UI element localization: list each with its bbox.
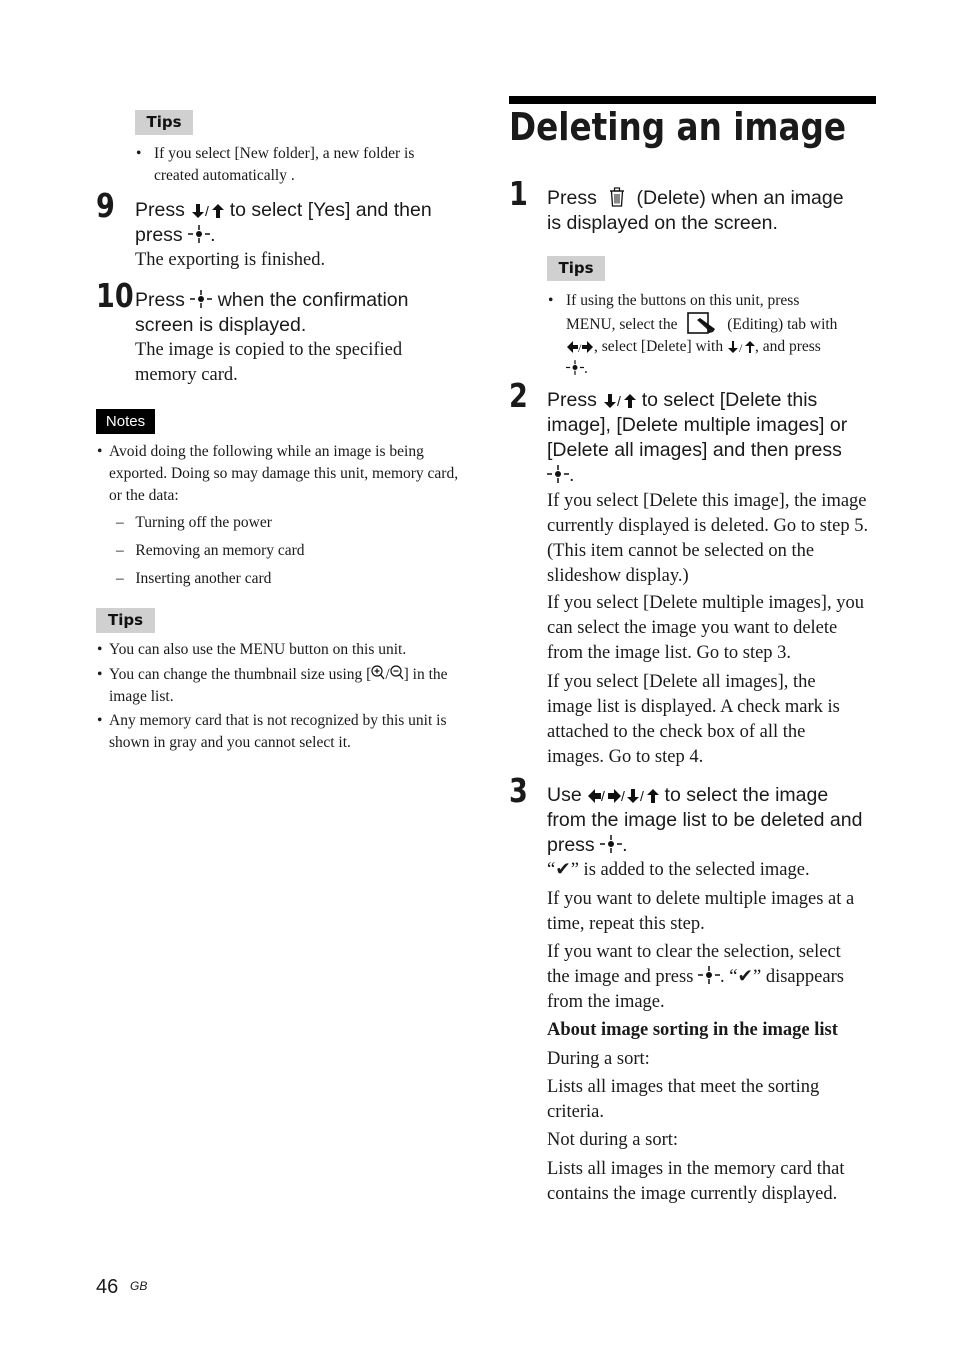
step-instruction [135, 198, 465, 248]
step-result: The image is copied to the specified memory card. [135, 340, 403, 385]
step-text: when the confirmation [217, 289, 409, 311]
down-up-arrow-icon [727, 340, 755, 354]
step-instruction [135, 288, 465, 338]
step-paragraph: During a sort: [547, 1049, 650, 1069]
page-title: Deleting an image [509, 105, 847, 149]
enter-button-icon [566, 360, 584, 375]
down-up-arrow-icon [602, 393, 636, 409]
svg-text:/: / [621, 787, 625, 804]
bullet: • [97, 641, 103, 658]
notes-sub-item: – Removing an memory card [116, 542, 305, 559]
step-result: “✔” is added to the selected image. [547, 860, 810, 880]
trash-icon [608, 187, 626, 207]
step-text: press [135, 224, 183, 246]
step-number: 10 [96, 276, 134, 315]
svg-text:/: / [578, 341, 582, 355]
step-text: screen is displayed. [135, 314, 307, 336]
four-way-arrow-icon [587, 788, 659, 804]
step-text: (Delete) when an image [636, 187, 844, 209]
notes-sub-item: – Inserting another card [116, 570, 272, 587]
step-text: Press [135, 199, 185, 221]
step-number: 3 [509, 771, 528, 810]
down-up-arrow-icon [190, 203, 224, 219]
tips-item: If using the buttons on this unit, press MENU, select the (Editing) tab with / , select [Delete] with / , and press . [566, 292, 838, 377]
step-text: Press [135, 289, 185, 311]
step-result: The exporting is finished. [135, 250, 326, 270]
enter-button-icon [188, 225, 210, 243]
step-paragraph: Lists all images in the memory card that contains the image currently displayed. [547, 1159, 845, 1204]
step-text: to select the image [664, 784, 829, 806]
step-instruction: Press / to select [Delete this image], [Delete multiple images] or [Delete all images] and then press . [547, 388, 877, 488]
zoom-out-icon [390, 665, 404, 681]
step-text: to select [Delete this [641, 389, 818, 411]
svg-text:/: / [640, 787, 644, 804]
step-text: Press [547, 187, 597, 209]
bullet: • [97, 443, 103, 460]
zoom-in-icon [371, 665, 385, 681]
step-text: [Delete all images] and then press [547, 439, 842, 461]
step-text: is displayed on the screen. [547, 212, 778, 234]
enter-button-icon [698, 966, 720, 984]
step-text: Press [547, 389, 597, 411]
tips-badge: Tips [547, 256, 605, 281]
step-instruction [547, 186, 877, 236]
bullet: • [97, 712, 103, 729]
step-text: image], [Delete multiple images] or [547, 414, 848, 436]
bullet: • [548, 292, 554, 309]
step-paragraph: If you select [Delete this image], the image currently displayed is deleted. Go to step 5. (This item cannot be selected on the slideshow display.) [547, 491, 869, 586]
svg-text:/: / [617, 392, 622, 409]
heading-rule [509, 96, 876, 104]
notes-badge: Notes [96, 409, 155, 434]
svg-text:/: / [601, 787, 605, 804]
step-paragraph: Not during a sort: [547, 1130, 679, 1150]
step-number: 2 [509, 376, 528, 415]
enter-button-icon [190, 290, 212, 308]
page-number: 46 [96, 1276, 119, 1298]
step-text: . [210, 224, 216, 246]
tips-item: If you select [New folder], a new folder is created automatically . [154, 145, 415, 184]
svg-text:/: / [205, 202, 210, 219]
step-text: Use [547, 784, 582, 806]
left-right-arrow-icon [566, 340, 594, 354]
step-text: to select [Yes] and then [229, 199, 432, 221]
enter-button-icon [600, 835, 622, 853]
step-paragraph: If you want to delete multiple images at a time, repeat this step. [547, 889, 855, 934]
step-number: 9 [96, 186, 115, 225]
region-code: GB [130, 1279, 148, 1293]
step-paragraph: If you select [Delete multiple images], you can select the image you want to delete from the image list. Go to step 3. [547, 593, 864, 663]
step-text: from the image list to be deleted and [547, 809, 863, 831]
bullet: • [97, 666, 103, 683]
step-paragraph: Lists all images that meet the sorting criteria. [547, 1077, 820, 1122]
notes-item: Avoid doing the following while an image is being exported. Doing so may damage this unit, memory card, or the data: [109, 443, 459, 504]
svg-text:/: / [738, 341, 743, 355]
tips-item: You can change the thumbnail size using [ / ] in the image list. [109, 666, 448, 705]
bullet: • [136, 145, 142, 162]
tips-badge: Tips [135, 110, 193, 135]
tips-badge: Tips [96, 608, 155, 633]
subsection-heading: About image sorting in the image list [547, 1020, 838, 1040]
step-paragraph: If you select [Delete all images], the image list is displayed. A check mark is attached to the check box of all the images. Go to step 4. [547, 672, 840, 767]
enter-button-icon [547, 465, 569, 483]
step-paragraph: If you want to clear the selection, select the image and press . “✔” disappears from the image. [547, 942, 844, 1012]
tips-item: Any memory card that is not recognized by this unit is shown in gray and you cannot select it. [109, 712, 447, 751]
step-number: 1 [509, 174, 528, 213]
notes-sub-item: – Turning off the power [116, 514, 272, 531]
tips-item: You can also use the MENU button on this unit. [109, 641, 407, 658]
step-instruction: Use / / / to select the image from the image list to be deleted and press . [547, 783, 877, 858]
editing-tab-icon [687, 312, 717, 334]
